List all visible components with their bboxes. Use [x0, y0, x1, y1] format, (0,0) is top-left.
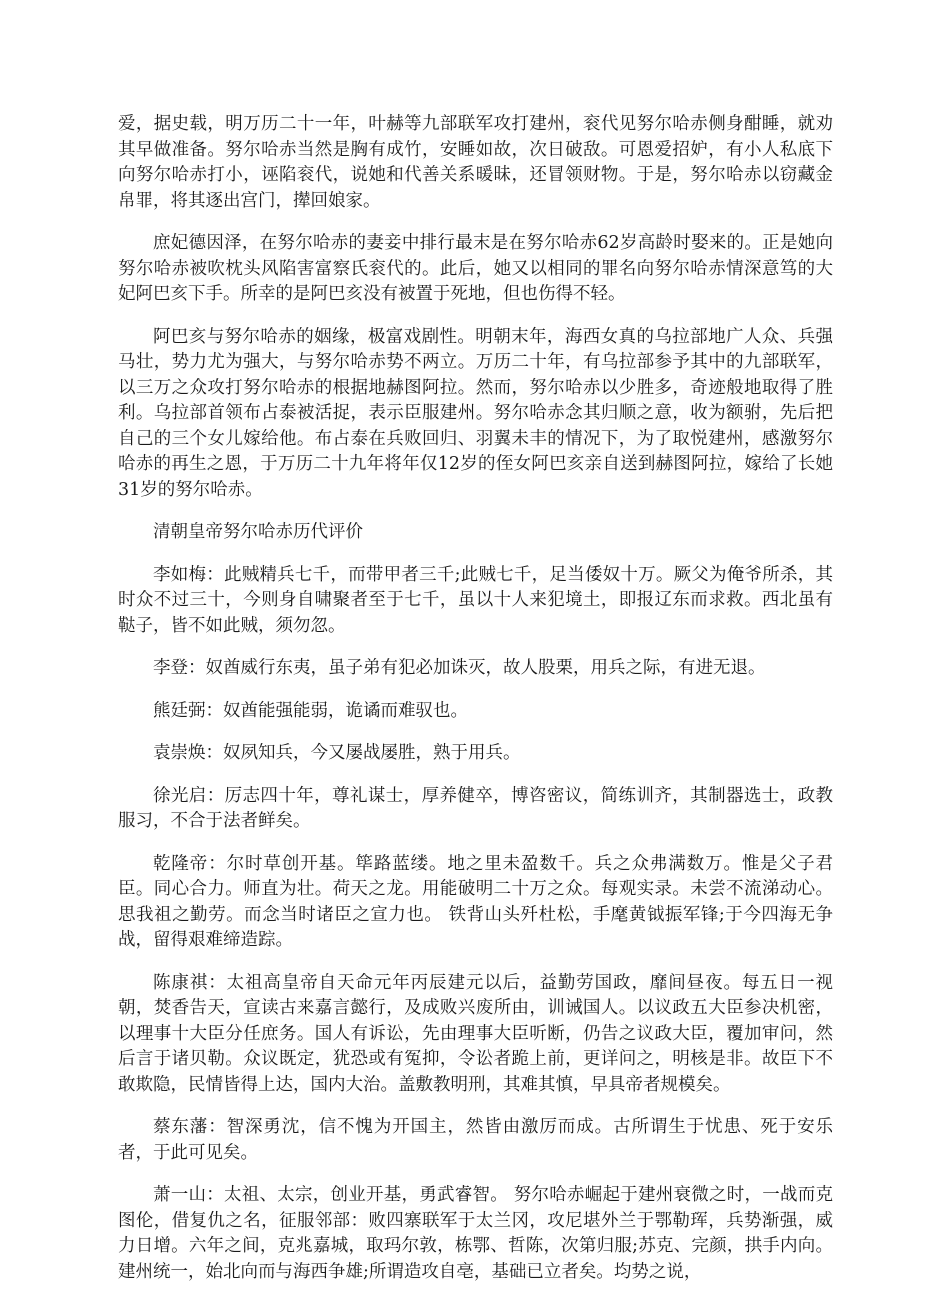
document-body — [118, 112, 833, 1302]
paragraph-li-deng: 李登：奴酋威行东夷，虽子弟有犯必加诛灭，故人股栗，用兵之际，有进无退。 — [153, 658, 766, 678]
paragraph-chen-kangqi: 陈康祺：太祖高皇帝自天命元年丙辰建元以后，益勤劳国政，靡间昼夜。每五日一视朝，焚香告天，宣读古来嘉言懿行，及成败兴废所由，训诫国人。以议政五大臣参决机密，以理事十大臣分任庶务。国人有诉讼，先由理事大臣听断，仍告之议政大臣，覆加审问，然后言于诸贝勒。众议既定，犹恐或有冤抑，令讼者跪上前，更详问之，明核是非。故臣下不敢欺隐，民情皆得上达，国内大治。盖敷教明刑，其难其慎，早具帝者规模矣。 — [118, 972, 833, 1095]
paragraph-qianlong: 乾隆帝：尔时草创开基。筚路蓝缕。地之里未盈数千。兵之众弗满数万。惟是父子君臣。同心合力。师直为壮。荷天之龙。用能破明二十万之众。每观实录。未尝不流涕动心。思我祖之勤劳。而念当时诸臣之宣力也。 铁背山头歼杜松，手麾黄钺振军锋;于今四海无争战，留得艰难缔造踪。 — [118, 853, 833, 950]
paragraph-gundai-continued: 爱，据史载，明万历二十一年，叶赫等九部联军攻打建州，衮代见努尔哈赤侧身酣睡，就劝其早做准备。努尔哈赤当然是胸有成竹，安睡如故，次日破敌。可恩爱招妒，有小人私底下向努尔哈赤打小，诬陷衮代，说她和代善关系暖昧，还冒领财物。于是，努尔哈赤以窃藏金帛罪，将其逐出宫门，撵回娘家。 — [118, 114, 833, 211]
paragraph-cai-dongfan: 蔡东藩：智深勇沈，信不愧为开国主，然皆由激厉而成。古所谓生于忧患、死于安乐者，于此可见矣。 — [118, 1117, 833, 1163]
paragraph-abahai: 阿巴亥与努尔哈赤的姻缘，极富戏剧性。明朝末年，海西女真的乌拉部地广人众、兵强马壮，势力尤为强大，与努尔哈赤势不两立。万历二十年，有乌拉部参予其中的九部联军，以三万之众攻打努尔哈赤的根据地赫图阿拉。然而，努尔哈赤以少胜多，奇迹般地取得了胜利。乌拉部首领布占泰被活捉，表示臣服建州。努尔哈赤念其归顺之意，收为额驸，先后把自己的三个女儿嫁给他。布占泰在兵败回归、羽翼未丰的情况下，为了取悦建州，感激努尔哈赤的再生之恩，于万历二十九年将年仅12岁的侄女阿巴亥亲自送到赫图阿拉，嫁给了长她31岁的努尔哈赤。 — [118, 326, 833, 500]
paragraph-xu-guangqi: 徐光启：厉志四十年，尊礼谋士，厚养健卒，博咨密议，简练训齐，其制器选士，政教服习，不合于法者鲜矣。 — [118, 785, 833, 831]
paragraph-xiong-tingbi: 熊廷弼：奴酋能强能弱，诡谲而难驭也。 — [153, 700, 468, 721]
paragraph-li-rumei: 李如梅：此贼精兵七千，而带甲者三千;此贼七千，足当倭奴十万。厥父为俺爷所杀，其时众不过三十，今则身自啸聚者至于七千，虽以十人来犯境土，即报辽东而求救。西北虽有鞑子，皆不如此贼，须勿忽。 — [118, 564, 833, 636]
section-heading-evaluations: 清朝皇帝努尔哈赤历代评价 — [153, 522, 363, 542]
paragraph-xiao-yishan: 萧一山：太祖、太宗，创业开基，勇武睿智。 努尔哈赤崛起于建州衰微之时，一战而克图伦，借复仇之名，征服邻部：败四寨联军于太兰冈，攻尼堪外兰于鄂勒珲，兵势渐强，威力日增。六年之间，克兆嘉城，取玛尔敦，栋鄂、哲陈，次第归服;苏克、完颜，拱手内向。建州统一，始北向而与海西争雄;所谓造攻自亳，基础已立者矣。均势之说， — [118, 1185, 833, 1282]
paragraph-deyinze: 庶妃德因泽，在努尔哈赤的妻妾中排行最末是在努尔哈赤62岁高龄时娶来的。正是她向努尔哈赤被吹枕头风陷害富察氏衮代的。此后，她又以相同的罪名向努尔哈赤情深意笃的大妃阿巴亥下手。所幸的是阿巴亥没有被置于死地，但也伤得不轻。 — [118, 233, 833, 304]
paragraph-yuan-chonghuan: 袁崇焕：奴夙知兵，今又屡战屡胜，熟于用兵。 — [153, 743, 521, 763]
